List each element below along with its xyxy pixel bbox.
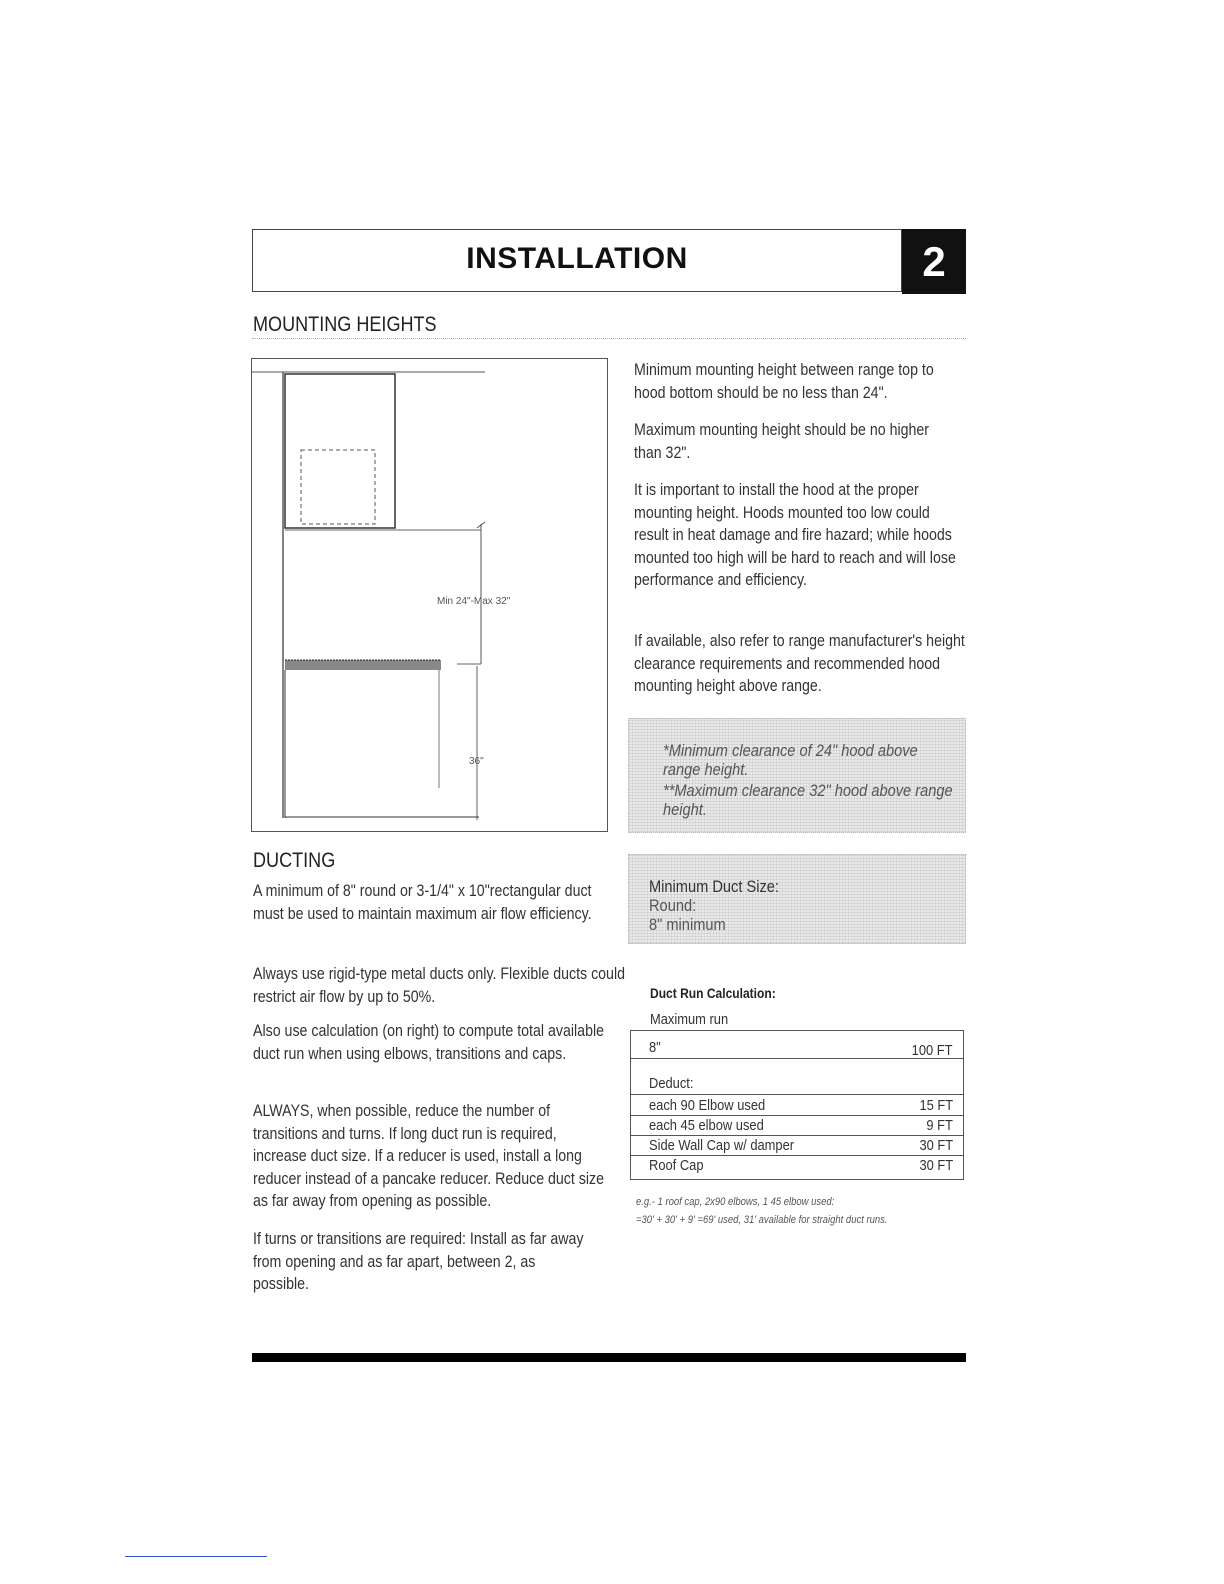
clearance-min-text: *Minimum clearance of 24" hood above range height.: [663, 741, 918, 779]
calc-deduct-label: Deduct:: [649, 1075, 694, 1092]
ducting-paragraph-1: A minimum of 8" round or 3-1/4" x 10"rectangular duct must be used to maintain maximum air flow efficiency.: [253, 882, 592, 923]
ducting-paragraph-5: If turns or transitions are required: Install as far away from opening and as far apart, between 2, as possible.: [253, 1230, 584, 1293]
mounting-heights-heading: MOUNTING HEIGHTS: [253, 313, 437, 336]
clearance-callout: [628, 718, 966, 833]
range-top: [285, 660, 441, 670]
mounting-height-diagram: [251, 358, 609, 833]
mounting-paragraph-3: It is important to install the hood at the proper mounting height. Hoods mounted too low could result in heat damage and fire hazard; while hoods mounted too high will be hard to reach and will lose performance and efficiency.: [634, 481, 956, 589]
calc-max-label: 8": [649, 1039, 661, 1056]
calc-row-label: Roof Cap: [649, 1157, 704, 1174]
min-duct-title: Minimum Duct Size:: [649, 877, 779, 896]
ducting-paragraph-4: ALWAYS, when possible, reduce the number of transitions and turns. If long duct run is required, increase duct size. If a reducer is used, install a long reducer instead of a pancake reducer. Reduce duct size as far away from opening as possible.: [253, 1102, 605, 1210]
page-title: INSTALLATION: [466, 242, 688, 275]
calc-row-value: 30 FT: [919, 1157, 953, 1174]
bottom-rule: [252, 1353, 966, 1362]
footer-line: [125, 1556, 267, 1557]
calc-subtitle: Maximum run: [650, 1011, 729, 1028]
min-max-label: Min 24"-Max 32": [437, 596, 511, 607]
hood-inner-dashed: [301, 450, 375, 524]
calc-example-line-2: =30' + 30' + 9' =69' used, 31' available for straight duct runs.: [636, 1214, 888, 1226]
min-duct-callout: [628, 854, 966, 944]
calc-row-label: each 90 Elbow used: [649, 1097, 766, 1114]
ducting-paragraph-2: Always use rigid-type metal ducts only. Flexible ducts could restrict air flow by up to 50%.: [253, 965, 626, 1006]
mounting-paragraph-2: Maximum mounting height should be no higher than 32".: [634, 421, 930, 462]
min-duct-min: 8" minimum: [649, 915, 726, 934]
calc-example-line-1: e.g.- 1 roof cap, 2x90 elbows, 1 45 elbow used:: [636, 1196, 835, 1208]
calc-row-value: 15 FT: [919, 1097, 953, 1114]
calc-table: [630, 1030, 964, 1180]
ducting-heading: DUCTING: [253, 849, 336, 872]
section-divider: [252, 338, 966, 339]
ducting-paragraph-3: Also use calculation (on right) to compute total available duct run when using elbows, transitions and caps.: [253, 1022, 605, 1063]
calc-row-value: 30 FT: [919, 1137, 953, 1154]
counter-height-label: 36": [469, 756, 484, 767]
mounting-paragraph-4: If available, also refer to range manufacturer's height clearance requirements and recommended hood mounting height above range.: [634, 632, 965, 695]
clearance-max-text: **Maximum clearance 32" hood above range height.: [663, 781, 953, 819]
chapter-badge: 2: [902, 229, 966, 294]
calc-row-label: Side Wall Cap w/ damper: [649, 1137, 795, 1154]
diagram-frame: [252, 359, 608, 832]
min-duct-round: Round:: [649, 896, 697, 915]
calc-row-value: 9 FT: [926, 1117, 953, 1134]
calc-title: Duct Run Calculation:: [650, 985, 776, 1001]
calc-row-label: each 45 elbow used: [649, 1117, 764, 1134]
mounting-paragraph-1: Minimum mounting height between range top to hood bottom should be no less than 24".: [634, 361, 934, 402]
calc-max-value: 100 FT: [912, 1042, 953, 1059]
